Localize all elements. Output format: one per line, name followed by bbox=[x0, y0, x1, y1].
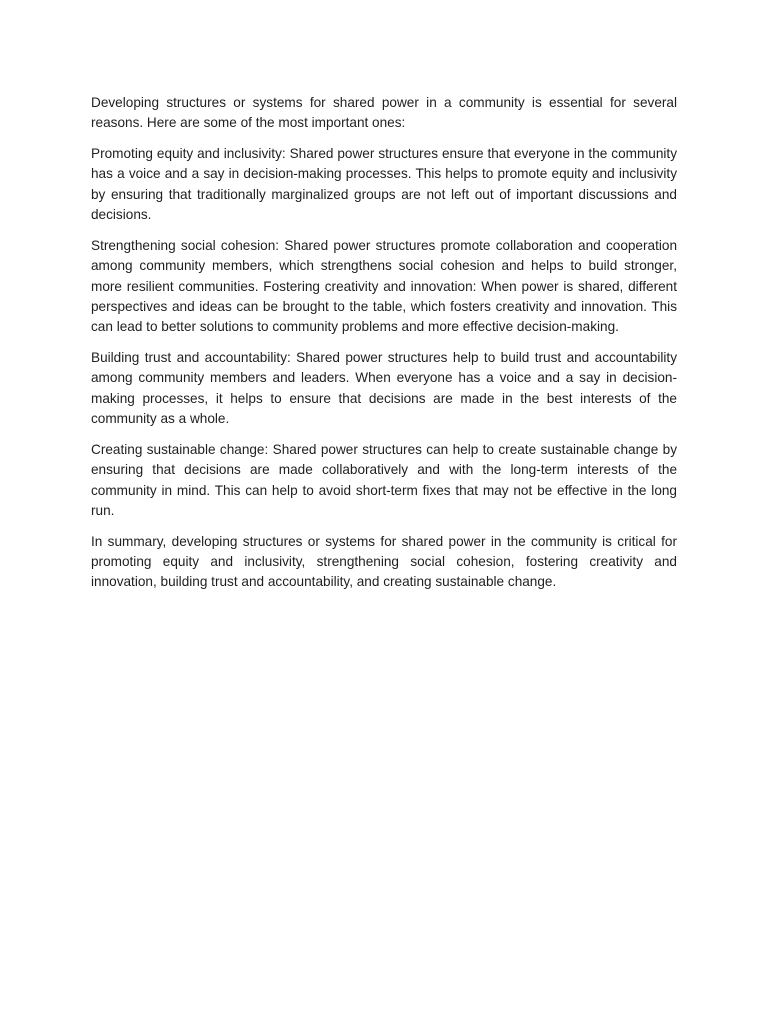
paragraph-intro: Developing structures or systems for shared power in a community is essential for several reasons. Here are some of the most important ones: bbox=[91, 95, 677, 131]
paragraph-equity-inclusivity: Promoting equity and inclusivity: Shared power structures ensure that everyone in the community has a voice and a say in decision-making processes. This helps to promote equity and inclusivity by ensuring that traditionally marginalized groups are not left out of important discussions and decisions. bbox=[91, 146, 677, 223]
paragraph-trust-accountability: Building trust and accountability: Shared power structures help to build trust and accountability among community members and leaders. When everyone has a voice and a say in decision-making processes, it helps to ensure that decisions are made in the best interests of the community as a whole. bbox=[91, 350, 677, 427]
document-body bbox=[91, 93, 677, 603]
paragraph-social-cohesion: Strengthening social cohesion: Shared power structures promote collaboration and cooperation among community members, which strengthens social cohesion and helps to build stronger, more resilient communities. Fostering creativity and innovation: When power is shared, different perspectives and ideas can be brought to the table, which fosters creativity and innovation. This can lead to better solutions to community problems and more effective decision-making. bbox=[91, 237, 677, 335]
paragraph-summary: In summary, developing structures or systems for shared power in the community is critical for promoting equity and inclusivity, strengthening social cohesion, fostering creativity and innovation, building trust and accountability, and creating sustainable change. bbox=[91, 533, 677, 590]
paragraph-sustainable-change: Creating sustainable change: Shared power structures can help to create sustainable change by ensuring that decisions are made collaboratively and with the long-term interests of the community in mind. This can help to avoid short-term fixes that may not be effective in the long run. bbox=[91, 441, 677, 519]
